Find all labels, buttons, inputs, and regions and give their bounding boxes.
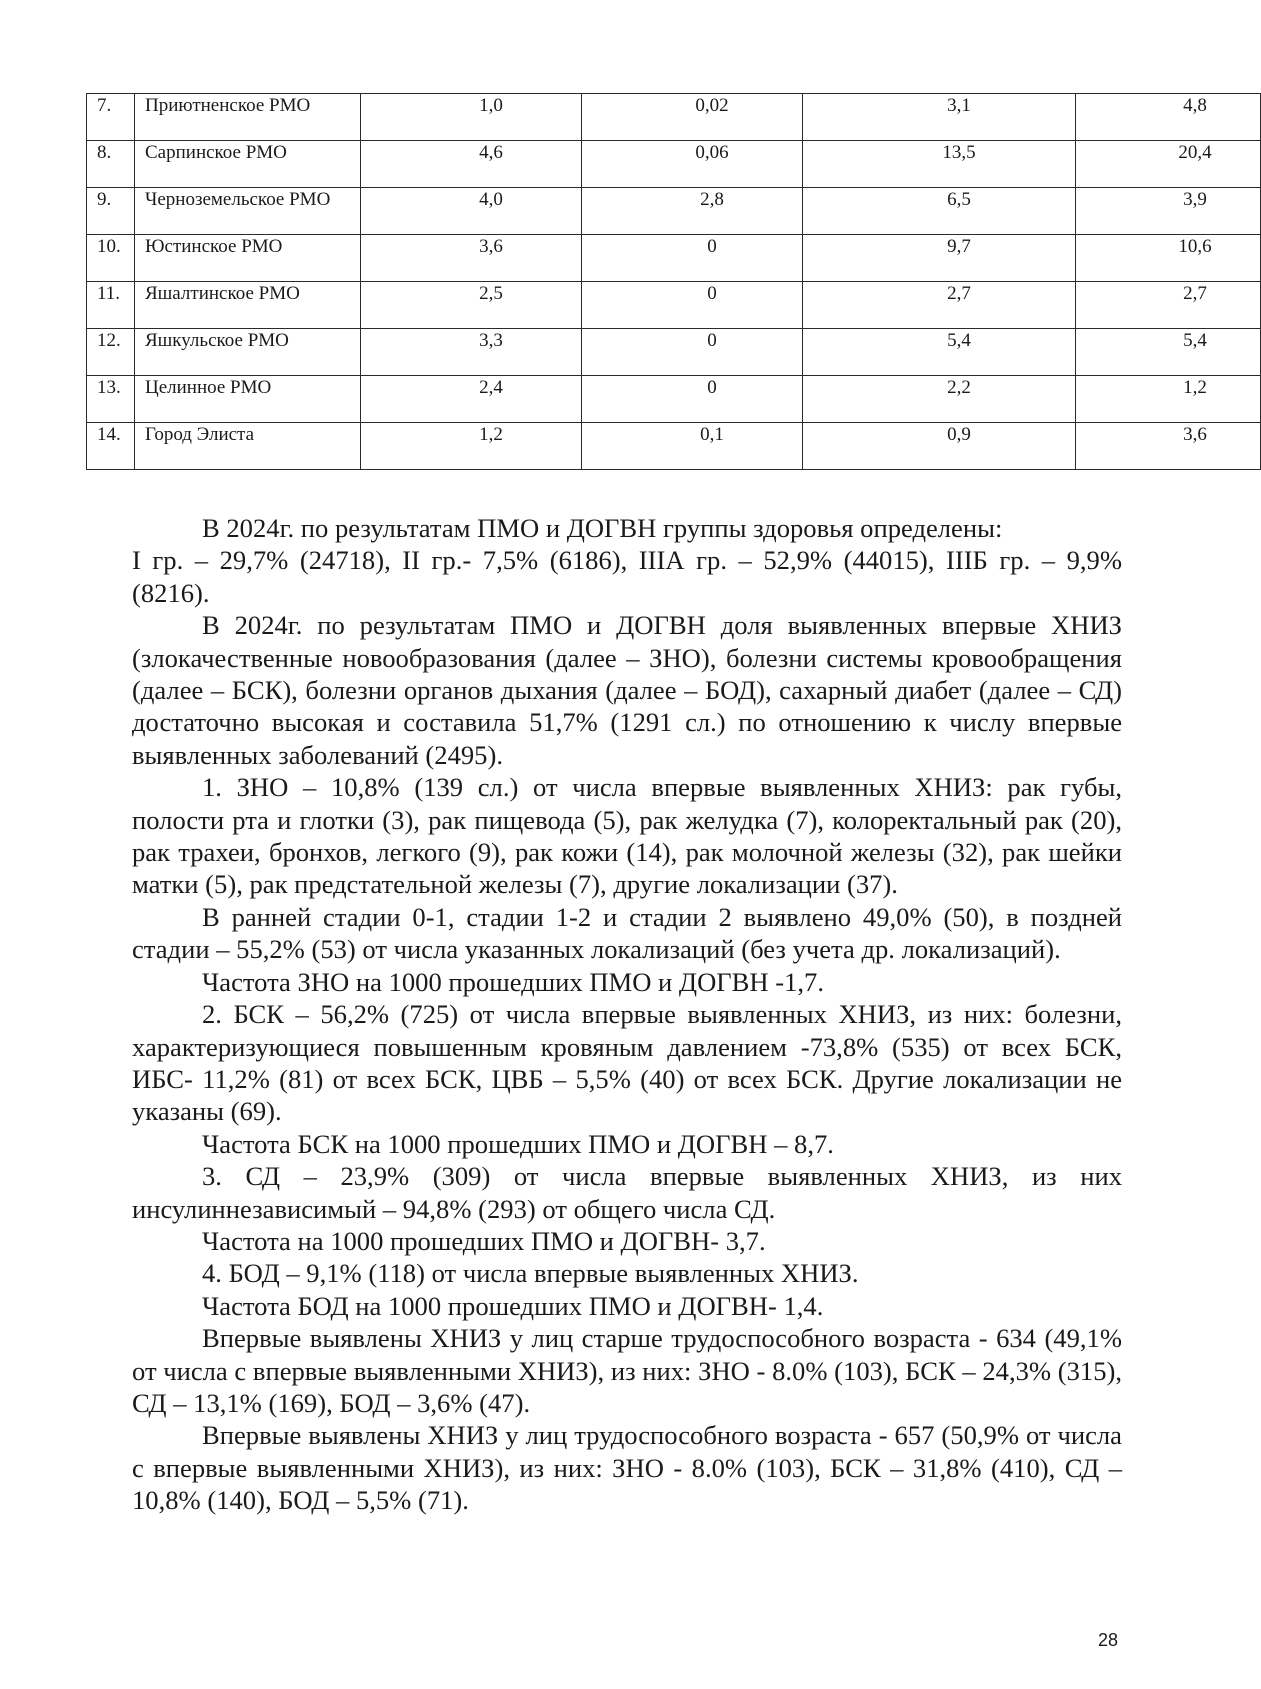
value-cell-3: 3,1 [803,94,1076,141]
value-cell-4: 4,8 [1076,94,1261,141]
value-cell-1: 2,4 [361,376,582,423]
value-cell-2: 0 [582,329,803,376]
value-cell-2: 0,1 [582,423,803,470]
report-text [132,512,1122,1517]
row-number: 13. [87,376,135,423]
table-body [87,94,1261,470]
paragraph-bod: 4. БОД – 9,1% (118) от числа впервые выявленных ХНИЗ. [202,1258,859,1289]
paragraph-health-groups-values: I гр. – 29,7% (24718), II гр.- 7,5% (6186), IIIА гр. – 52,9% (44015), IIIБ гр. – 9,9% (8216). [132,545,1122,608]
paragraph-older-age: Впервые выявлены ХНИЗ у лиц старше трудоспособного возраста - 634 (49,1% от числа с впервые выявленными ХНИЗ), из них: ЗНО - 8.0% (103), БСК – 24,3% (315), СД – 13,1% (169), БОД – 3,6% (47). [132,1323,1122,1418]
row-number: 8. [87,141,135,188]
value-cell-2: 0,06 [582,141,803,188]
paragraph-bsk-frequency: Частота БСК на 1000 прошедших ПМО и ДОГВН – 8,7. [202,1128,834,1159]
table-row [87,141,1261,188]
value-cell-2: 0 [582,376,803,423]
value-cell-1: 4,0 [361,188,582,235]
row-number: 10. [87,235,135,282]
value-cell-1: 4,6 [361,141,582,188]
table-row [87,376,1261,423]
value-cell-4: 20,4 [1076,141,1261,188]
table-row [87,235,1261,282]
paragraph-zno-stages: В ранней стадии 0-1, стадии 1-2 и стадии 2 выявлено 49,0% (50), в поздней стадии – 55,2% (53) от числа указанных локализаций (без учета др. локализаций). [132,901,1122,965]
value-cell-1: 3,3 [361,329,582,376]
value-cell-1: 2,5 [361,282,582,329]
row-number: 11. [87,282,135,329]
district-name: Яшкульское РМО [135,329,361,376]
value-cell-3: 6,5 [803,188,1076,235]
district-name: Сарпинское РМО [135,141,361,188]
paragraph-sd-frequency: Частота на 1000 прошедших ПМО и ДОГВН- 3,7. [202,1225,766,1256]
paragraph-health-groups-intro: В 2024г. по результатам ПМО и ДОГВН группы здоровья определены: [202,513,1003,543]
value-cell-2: 0 [582,282,803,329]
value-cell-4: 3,6 [1076,423,1261,470]
row-number: 7. [87,94,135,141]
paragraph-working-age: Впервые выявлены ХНИЗ у лиц трудоспособного возраста - 657 (50,9% от числа с впервые выявленными ХНИЗ), из них: ЗНО - 8.0% (103), БСК – 31,8% (410), СД – 10,8% (140), БОД – 5,5% (71). [132,1420,1122,1516]
table-row [87,282,1261,329]
value-cell-2: 2,8 [582,188,803,235]
paragraph-bod-frequency: Частота БОД на 1000 прошедших ПМО и ДОГВН- 1,4. [202,1290,824,1321]
paragraph-bsk: 2. БСК – 56,2% (725) от числа впервые выявленных ХНИЗ, из них: болезни, характеризующиеся повышенным кровяным давлением -73,8% (535) от всех БСК, ИБС- 11,2% (81) от всех БСК, ЦВБ – 5,5% (40) от всех БСК. Другие локализации не указаны (69). [132,999,1122,1127]
value-cell-3: 5,4 [803,329,1076,376]
value-cell-4: 10,6 [1076,235,1261,282]
district-name: Черноземельское РМО [135,188,361,235]
paragraph-zno: 1. ЗНО – 10,8% (139 сл.) от числа впервые выявленных ХНИЗ: рак губы, полости рта и глотки (3), рак пищевода (5), рак желудка (7), колоректальный рак (20), рак трахеи, бронхов, легкого (9), рак кожи (14), рак молочной железы (32), рак шейки матки (5), рак предстательной железы (7), другие локализации (37). [132,772,1122,900]
value-cell-3: 2,7 [803,282,1076,329]
value-cell-2: 0 [582,235,803,282]
row-number: 12. [87,329,135,376]
value-cell-1: 3,6 [361,235,582,282]
indicators-table [86,93,1261,470]
table-row [87,188,1261,235]
value-cell-4: 2,7 [1076,282,1261,329]
value-cell-1: 1,2 [361,423,582,470]
value-cell-3: 9,7 [803,235,1076,282]
table-row [87,329,1261,376]
district-name: Яшалтинское РМО [135,282,361,329]
district-name: Город Элиста [135,423,361,470]
value-cell-4: 1,2 [1076,376,1261,423]
row-number: 9. [87,188,135,235]
paragraph-zno-frequency: Частота ЗНО на 1000 прошедших ПМО и ДОГВН -1,7. [202,966,824,997]
value-cell-3: 2,2 [803,376,1076,423]
value-cell-4: 5,4 [1076,329,1261,376]
row-number: 14. [87,423,135,470]
district-name: Целинное РМО [135,376,361,423]
value-cell-3: 0,9 [803,423,1076,470]
value-cell-3: 13,5 [803,141,1076,188]
page-number: 28 [1098,1630,1119,1650]
table-row [87,94,1261,141]
table-row [87,423,1261,470]
paragraph-chronic-diseases-share: В 2024г. по результатам ПМО и ДОГВН доля выявленных впервые ХНИЗ (злокачественные новообразования (далее – ЗНО), болезни системы кровообращения (далее – БСК), болезни органов дыхания (далее – БОД), сахарный диабет (далее – СД) достаточно высокая и составила 51,7% (1291 сл.) по отношению к числу впервые выявленных заболеваний (2495). [132,610,1122,770]
paragraph-sd: 3. СД – 23,9% (309) от числа впервые выявленных ХНИЗ, из них инсулиннезависимый – 94,8% (293) от общего числа СД. [132,1161,1122,1224]
value-cell-4: 3,9 [1076,188,1261,235]
value-cell-1: 1,0 [361,94,582,141]
district-name: Юстинское РМО [135,235,361,282]
district-name: Приютненское РМО [135,94,361,141]
value-cell-2: 0,02 [582,94,803,141]
